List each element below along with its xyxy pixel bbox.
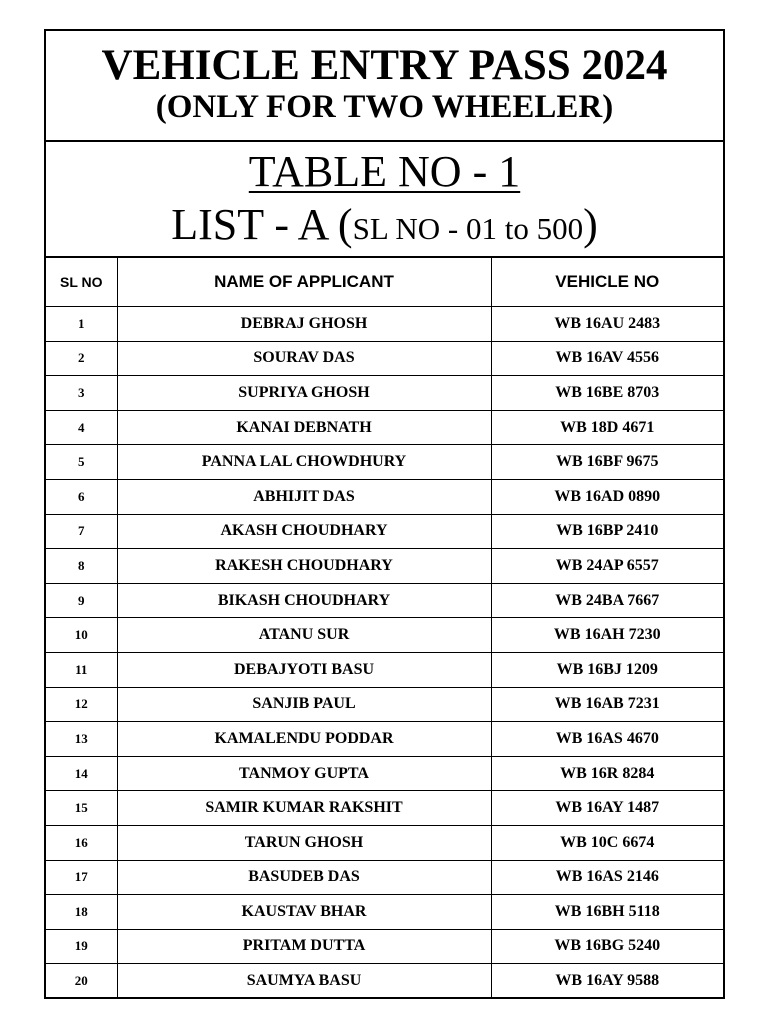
entry-pass-sheet (44, 29, 725, 999)
applicant-name-cell: SUPRIYA GHOSH (117, 376, 491, 411)
table-row (46, 652, 723, 687)
table-row (46, 410, 723, 445)
table-row (46, 307, 723, 342)
vehicle-no-cell: WB 24AP 6557 (491, 549, 723, 584)
applicant-name-cell: SAUMYA BASU (117, 964, 491, 998)
table-row (46, 895, 723, 930)
table-row (46, 479, 723, 514)
table-row (46, 341, 723, 376)
sl-no-cell: 2 (46, 341, 117, 376)
applicant-name-cell: KAUSTAV BHAR (117, 895, 491, 930)
table-row (46, 825, 723, 860)
column-header-vehicle: VEHICLE NO (491, 258, 723, 307)
vehicle-no-cell: WB 16AY 1487 (491, 791, 723, 826)
applicant-table (46, 258, 723, 998)
table-header-row (46, 258, 723, 307)
applicant-name-cell: KANAI DEBNATH (117, 410, 491, 445)
vehicle-no-cell: WB 16BE 8703 (491, 376, 723, 411)
vehicle-no-cell: WB 16AD 0890 (491, 479, 723, 514)
vehicle-no-cell: WB 16AH 7230 (491, 618, 723, 653)
vehicle-no-cell: WB 18D 4671 (491, 410, 723, 445)
list-label (46, 196, 723, 254)
vehicle-no-cell: WB 16R 8284 (491, 756, 723, 791)
applicant-name-cell: DEBRAJ GHOSH (117, 307, 491, 342)
applicant-name-cell: PRITAM DUTTA (117, 929, 491, 964)
applicant-name-cell: ABHIJIT DAS (117, 479, 491, 514)
sl-no-cell: 3 (46, 376, 117, 411)
vehicle-no-cell: WB 16AB 7231 (491, 687, 723, 722)
table-body (46, 307, 723, 998)
applicant-name-cell: PANNA LAL CHOWDHURY (117, 445, 491, 480)
list-suffix: ) (583, 200, 598, 249)
vehicle-no-cell: WB 16AV 4556 (491, 341, 723, 376)
applicant-name-cell: SANJIB PAUL (117, 687, 491, 722)
applicant-name-cell: SOURAV DAS (117, 341, 491, 376)
sl-no-cell: 13 (46, 722, 117, 757)
table-row (46, 514, 723, 549)
table-row (46, 929, 723, 964)
applicant-name-cell: BIKASH CHOUDHARY (117, 583, 491, 618)
table-row (46, 687, 723, 722)
applicant-name-cell: DEBAJYOTI BASU (117, 652, 491, 687)
vehicle-no-cell: WB 16AU 2483 (491, 307, 723, 342)
sl-no-cell: 7 (46, 514, 117, 549)
page-subtitle: (ONLY FOR TWO WHEELER) (155, 89, 614, 125)
applicant-name-cell: SAMIR KUMAR RAKSHIT (117, 791, 491, 826)
page-title: VEHICLE ENTRY PASS 2024 (101, 42, 668, 89)
table-row (46, 756, 723, 791)
column-header-name: NAME OF APPLICANT (117, 258, 491, 307)
vehicle-no-cell: WB 16AS 2146 (491, 860, 723, 895)
sl-no-cell: 17 (46, 860, 117, 895)
vehicle-no-cell: WB 16BJ 1209 (491, 652, 723, 687)
vehicle-no-cell: WB 16BP 2410 (491, 514, 723, 549)
sl-no-cell: 16 (46, 825, 117, 860)
sl-no-cell: 18 (46, 895, 117, 930)
column-header-sl-no: SL NO (46, 258, 117, 307)
vehicle-no-cell: WB 16BH 5118 (491, 895, 723, 930)
table-row (46, 549, 723, 584)
applicant-name-cell: KAMALENDU PODDAR (117, 722, 491, 757)
table-row (46, 618, 723, 653)
list-prefix: LIST - A ( (171, 200, 353, 249)
sl-no-cell: 15 (46, 791, 117, 826)
table-row (46, 791, 723, 826)
sl-no-cell: 1 (46, 307, 117, 342)
sl-no-cell: 14 (46, 756, 117, 791)
sl-no-cell: 5 (46, 445, 117, 480)
sl-no-cell: 11 (46, 652, 117, 687)
sl-no-cell: 19 (46, 929, 117, 964)
vehicle-no-cell: WB 16AY 9588 (491, 964, 723, 998)
sl-no-cell: 6 (46, 479, 117, 514)
vehicle-no-cell: WB 16AS 4670 (491, 722, 723, 757)
table-row (46, 860, 723, 895)
sl-no-cell: 12 (46, 687, 117, 722)
sl-no-cell: 9 (46, 583, 117, 618)
title-block (46, 31, 723, 142)
applicant-name-cell: TANMOY GUPTA (117, 756, 491, 791)
applicant-name-cell: TARUN GHOSH (117, 825, 491, 860)
applicant-name-cell: BASUDEB DAS (117, 860, 491, 895)
vehicle-no-cell: WB 16BG 5240 (491, 929, 723, 964)
table-info-block (46, 142, 723, 258)
sl-no-cell: 10 (46, 618, 117, 653)
vehicle-no-cell: WB 24BA 7667 (491, 583, 723, 618)
applicant-name-cell: RAKESH CHOUDHARY (117, 549, 491, 584)
table-row (46, 722, 723, 757)
applicant-name-cell: AKASH CHOUDHARY (117, 514, 491, 549)
applicant-name-cell: ATANU SUR (117, 618, 491, 653)
sl-no-cell: 4 (46, 410, 117, 445)
vehicle-no-cell: WB 16BF 9675 (491, 445, 723, 480)
table-row (46, 376, 723, 411)
sl-no-cell: 20 (46, 964, 117, 998)
table-row (46, 445, 723, 480)
table-number: TABLE NO - 1 (248, 147, 521, 196)
list-range: SL NO - 01 to 500 (352, 211, 584, 246)
sl-no-cell: 8 (46, 549, 117, 584)
vehicle-no-cell: WB 10C 6674 (491, 825, 723, 860)
table-row (46, 964, 723, 998)
table-row (46, 583, 723, 618)
